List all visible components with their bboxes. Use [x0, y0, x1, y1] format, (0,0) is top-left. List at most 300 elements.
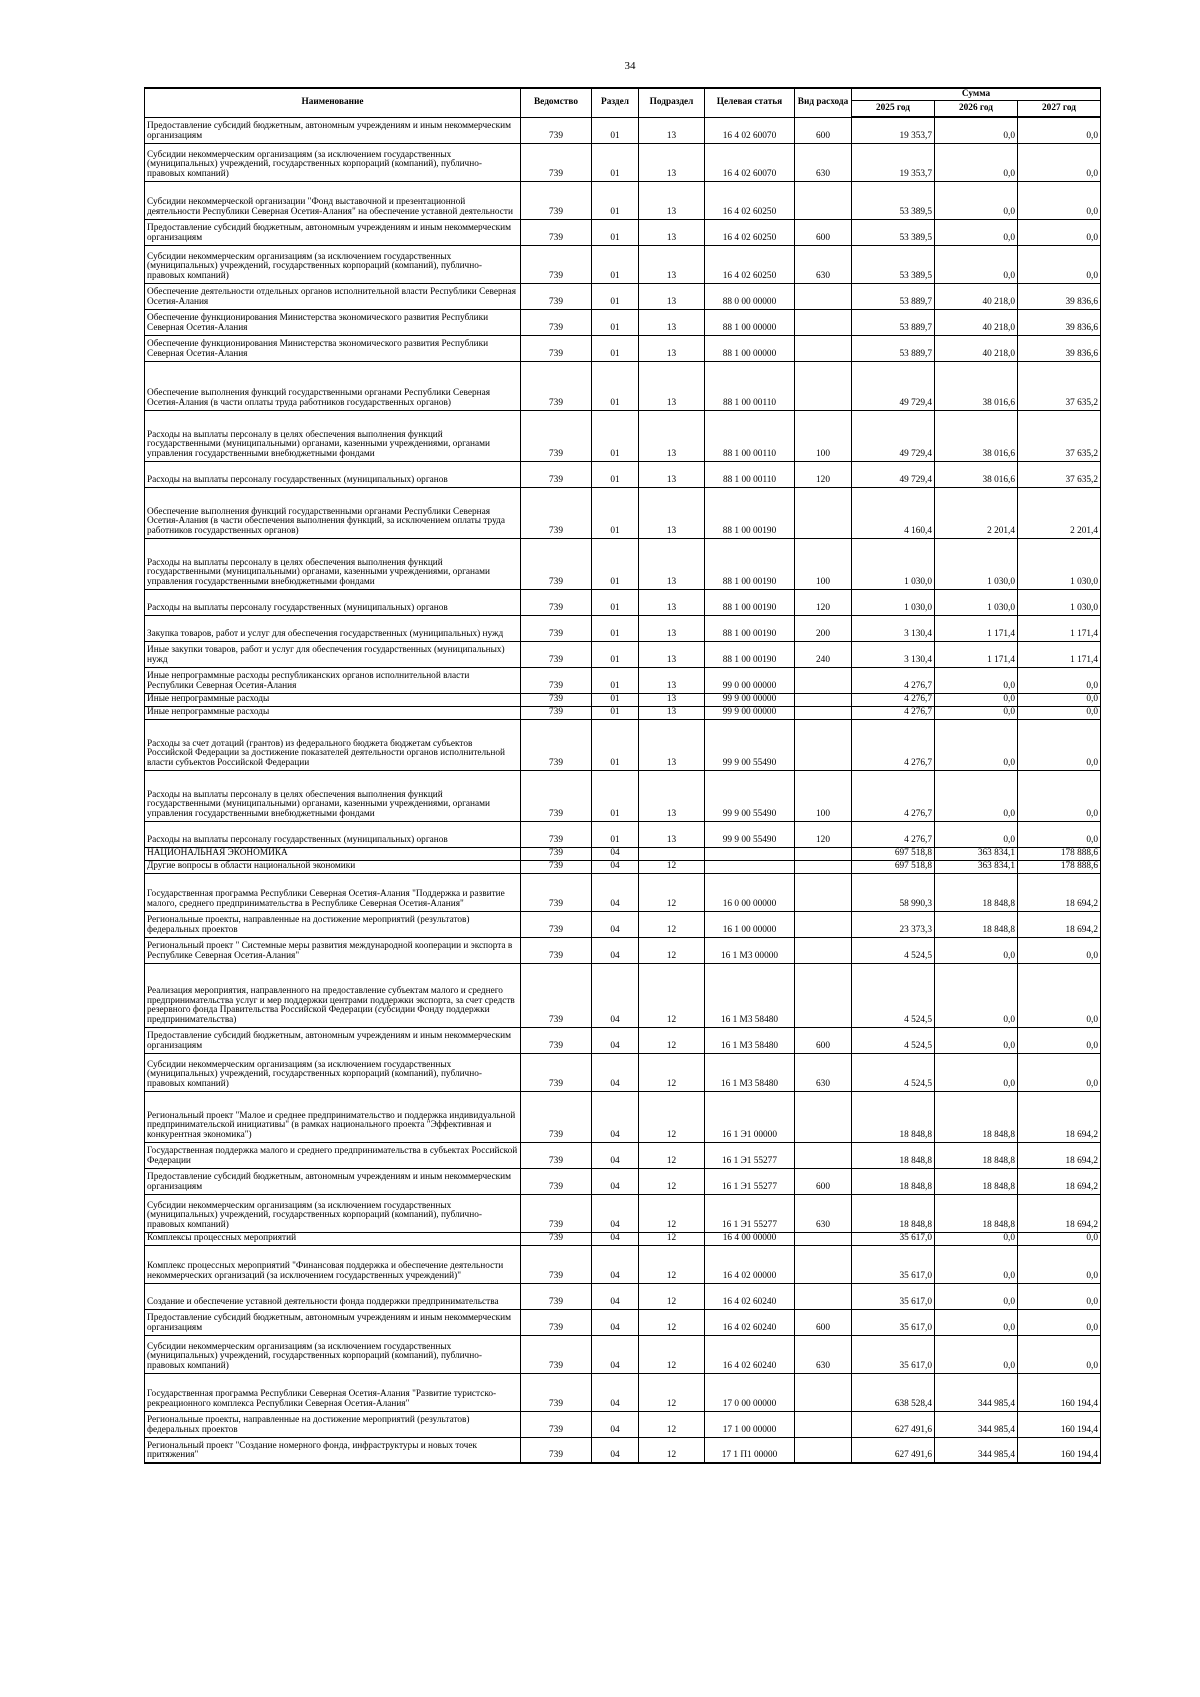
row-2026: 344 985,4 — [935, 1437, 1018, 1463]
row-name: Предоставление субсидий бюджетным, автономным учреждениям и иным некоммерческим организациям — [145, 219, 521, 245]
table-row — [145, 1245, 1101, 1283]
row-2026: 40 218,0 — [935, 335, 1018, 361]
row-type: 200 — [795, 615, 852, 641]
row-2027: 0,0 — [1018, 1335, 1101, 1373]
row-subsection: 13 — [639, 361, 705, 410]
row-section: 01 — [592, 181, 639, 219]
table-row — [145, 461, 1101, 487]
row-2027: 0,0 — [1018, 1027, 1101, 1053]
row-2026: 344 985,4 — [935, 1411, 1018, 1437]
row-name: Иные закупки товаров, работ и услуг для обеспечения государственных (муниципальных) нужд — [145, 641, 521, 667]
row-2025: 1 030,0 — [852, 589, 935, 615]
row-2027: 1 171,4 — [1018, 641, 1101, 667]
row-2027: 0,0 — [1018, 693, 1101, 706]
row-name: Расходы на выплаты персоналу в целях обеспечения выполнения функций государственными (муниципальными) органами, казенными учреждениями, органами управления государственными внебюджетными фондами — [145, 770, 521, 821]
table-row — [145, 847, 1101, 860]
row-type: 600 — [795, 1027, 852, 1053]
row-name: Обеспечение функционирования Министерства экономического развития Республики Северная Осетия-Алания — [145, 335, 521, 361]
row-2026: 0,0 — [935, 1309, 1018, 1335]
row-2026: 38 016,6 — [935, 461, 1018, 487]
table-row — [145, 963, 1101, 1027]
row-2027: 0,0 — [1018, 667, 1101, 693]
row-2025: 35 617,0 — [852, 1283, 935, 1309]
row-section: 01 — [592, 589, 639, 615]
row-type: 120 — [795, 589, 852, 615]
row-subsection: 13 — [639, 461, 705, 487]
row-2025: 49 729,4 — [852, 361, 935, 410]
row-2027: 0,0 — [1018, 245, 1101, 283]
row-2025: 4 276,7 — [852, 770, 935, 821]
row-type — [795, 335, 852, 361]
row-section: 04 — [592, 1091, 639, 1142]
row-2025: 4 524,5 — [852, 963, 935, 1027]
table-row — [145, 309, 1101, 335]
row-dept: 739 — [521, 1335, 592, 1373]
row-2027: 0,0 — [1018, 719, 1101, 770]
row-type — [795, 181, 852, 219]
row-subsection: 13 — [639, 335, 705, 361]
row-section: 04 — [592, 1245, 639, 1283]
table-row — [145, 1437, 1101, 1463]
row-section: 01 — [592, 693, 639, 706]
table-row — [145, 1411, 1101, 1437]
row-type — [795, 1232, 852, 1245]
table-row — [145, 641, 1101, 667]
row-dept: 739 — [521, 706, 592, 719]
row-name: Региональные проекты, направленные на достижение мероприятий (результатов) федеральных проектов — [145, 911, 521, 937]
row-dept: 739 — [521, 245, 592, 283]
row-2025: 49 729,4 — [852, 461, 935, 487]
row-type: 600 — [795, 1309, 852, 1335]
row-2025: 53 389,5 — [852, 181, 935, 219]
row-2026: 0,0 — [935, 667, 1018, 693]
row-section: 04 — [592, 1053, 639, 1091]
row-2026: 18 848,8 — [935, 1194, 1018, 1232]
row-type — [795, 1245, 852, 1283]
row-2027: 0,0 — [1018, 181, 1101, 219]
row-dept: 739 — [521, 963, 592, 1027]
row-type: 600 — [795, 117, 852, 143]
row-name: Иные непрограммные расходы — [145, 693, 521, 706]
row-subsection: 13 — [639, 719, 705, 770]
row-target: 16 0 00 00000 — [705, 873, 795, 911]
row-target: 88 1 00 00190 — [705, 589, 795, 615]
row-2025: 18 848,8 — [852, 1142, 935, 1168]
row-2026: 0,0 — [935, 706, 1018, 719]
row-section: 04 — [592, 1373, 639, 1411]
row-type — [795, 873, 852, 911]
row-2027: 0,0 — [1018, 937, 1101, 963]
row-type — [795, 706, 852, 719]
row-2026: 0,0 — [935, 821, 1018, 847]
row-2027: 0,0 — [1018, 1245, 1101, 1283]
row-2026: 0,0 — [935, 1335, 1018, 1373]
row-2025: 4 276,7 — [852, 706, 935, 719]
row-target: 17 1 П1 00000 — [705, 1437, 795, 1463]
row-subsection: 12 — [639, 860, 705, 873]
row-subsection: 13 — [639, 538, 705, 589]
row-2026: 38 016,6 — [935, 410, 1018, 461]
row-2027: 39 836,6 — [1018, 335, 1101, 361]
row-subsection: 12 — [639, 1411, 705, 1437]
row-name: Региональный проект " Системные меры развития международной кооперации и экспорта в Республике Северная Осетия-Алания" — [145, 937, 521, 963]
row-target: 88 1 00 00110 — [705, 361, 795, 410]
row-dept: 739 — [521, 860, 592, 873]
row-dept: 739 — [521, 1437, 592, 1463]
row-section: 01 — [592, 719, 639, 770]
row-section: 04 — [592, 963, 639, 1027]
table-row — [145, 1373, 1101, 1411]
table-row — [145, 538, 1101, 589]
row-target: 17 1 00 00000 — [705, 1411, 795, 1437]
row-type — [795, 719, 852, 770]
row-target: 88 1 00 00000 — [705, 309, 795, 335]
header-type: Вид расхода — [795, 88, 852, 117]
row-subsection: 13 — [639, 117, 705, 143]
row-2026: 1 030,0 — [935, 589, 1018, 615]
row-2025: 4 276,7 — [852, 821, 935, 847]
row-dept: 739 — [521, 1091, 592, 1142]
row-section: 01 — [592, 283, 639, 309]
row-2027: 18 694,2 — [1018, 911, 1101, 937]
row-dept: 739 — [521, 335, 592, 361]
row-section: 01 — [592, 667, 639, 693]
row-name: Субсидии некоммерческим организациям (за исключением государственных (муниципальных) учреждений, государственных корпораций (компаний), публично-правовых компаний) — [145, 245, 521, 283]
row-subsection: 13 — [639, 706, 705, 719]
header-2026: 2026 год — [935, 101, 1018, 118]
row-target: 99 9 00 55490 — [705, 821, 795, 847]
row-target: 88 1 00 00190 — [705, 615, 795, 641]
row-dept: 739 — [521, 538, 592, 589]
row-dept: 739 — [521, 821, 592, 847]
row-2025: 23 373,3 — [852, 911, 935, 937]
row-subsection: 12 — [639, 1053, 705, 1091]
row-subsection: 12 — [639, 1283, 705, 1309]
row-type — [795, 693, 852, 706]
row-2025: 4 160,4 — [852, 487, 935, 538]
table-row — [145, 706, 1101, 719]
row-2026: 1 030,0 — [935, 538, 1018, 589]
table-row — [145, 410, 1101, 461]
row-section: 04 — [592, 1194, 639, 1232]
row-2025: 58 990,3 — [852, 873, 935, 911]
header-sum: Сумма — [852, 88, 1101, 101]
row-2027: 160 194,4 — [1018, 1411, 1101, 1437]
table-row — [145, 1027, 1101, 1053]
row-2027: 178 888,6 — [1018, 860, 1101, 873]
row-type — [795, 911, 852, 937]
row-2026: 40 218,0 — [935, 309, 1018, 335]
row-2027: 178 888,6 — [1018, 847, 1101, 860]
row-target: 99 9 00 00000 — [705, 693, 795, 706]
row-name: Субсидии некоммерческим организациям (за исключением государственных (муниципальных) учреждений, государственных корпораций (компаний), публично-правовых компаний) — [145, 143, 521, 181]
row-name: Комплексы процессных мероприятий — [145, 1232, 521, 1245]
row-subsection: 12 — [639, 873, 705, 911]
row-name: Обеспечение деятельности отдельных органов исполнительной власти Республики Северная Осетия-Алания — [145, 283, 521, 309]
row-target: 88 1 00 00190 — [705, 641, 795, 667]
row-section: 01 — [592, 487, 639, 538]
row-2027: 18 694,2 — [1018, 873, 1101, 911]
row-2027: 1 171,4 — [1018, 615, 1101, 641]
row-dept: 739 — [521, 589, 592, 615]
row-section: 04 — [592, 911, 639, 937]
row-type — [795, 667, 852, 693]
row-name: Предоставление субсидий бюджетным, автономным учреждениям и иным некоммерческим организациям — [145, 1027, 521, 1053]
row-2026: 0,0 — [935, 219, 1018, 245]
row-dept: 739 — [521, 641, 592, 667]
row-2026: 1 171,4 — [935, 615, 1018, 641]
row-section: 01 — [592, 706, 639, 719]
row-name: Расходы на выплаты персоналу в целях обеспечения выполнения функций государственными (муниципальными) органами, казенными учреждениями, органами управления государственными внебюджетными фондами — [145, 538, 521, 589]
row-2025: 4 276,7 — [852, 693, 935, 706]
row-target: 88 1 00 00190 — [705, 487, 795, 538]
row-target: 16 4 02 60240 — [705, 1283, 795, 1309]
row-subsection: 12 — [639, 937, 705, 963]
row-2027: 18 694,2 — [1018, 1194, 1101, 1232]
row-dept: 739 — [521, 309, 592, 335]
row-subsection — [639, 847, 705, 860]
row-section: 01 — [592, 821, 639, 847]
row-name: Субсидии некоммерческим организациям (за исключением государственных (муниципальных) учреждений, государственных корпораций (компаний), публично-правовых компаний) — [145, 1335, 521, 1373]
row-target: 16 4 02 00000 — [705, 1245, 795, 1283]
row-name: Расходы на выплаты персоналу государственных (муниципальных) органов — [145, 589, 521, 615]
row-name: Государственная программа Республики Северная Осетия-Алания "Развитие туристско-рекреационного комплекса Республики Северная Осетия-Алания" — [145, 1373, 521, 1411]
row-type — [795, 487, 852, 538]
page-number: 34 — [624, 60, 636, 72]
row-target: 99 9 00 55490 — [705, 770, 795, 821]
row-name: Иные непрограммные расходы — [145, 706, 521, 719]
row-2027: 0,0 — [1018, 1232, 1101, 1245]
row-subsection: 12 — [639, 1245, 705, 1283]
row-target: 88 1 00 00000 — [705, 335, 795, 361]
row-2027: 18 694,2 — [1018, 1142, 1101, 1168]
row-section: 01 — [592, 245, 639, 283]
row-type: 630 — [795, 1335, 852, 1373]
row-type — [795, 1437, 852, 1463]
header-section: Раздел — [592, 88, 639, 117]
row-section: 04 — [592, 1142, 639, 1168]
table-row — [145, 860, 1101, 873]
row-name: НАЦИОНАЛЬНАЯ ЭКОНОМИКА — [145, 847, 521, 860]
table-row — [145, 873, 1101, 911]
table-row — [145, 1142, 1101, 1168]
row-subsection: 13 — [639, 615, 705, 641]
row-subsection: 13 — [639, 770, 705, 821]
row-subsection: 13 — [639, 143, 705, 181]
header-2025: 2025 год — [852, 101, 935, 118]
header-name: Наименование — [145, 88, 521, 117]
row-subsection: 12 — [639, 1335, 705, 1373]
row-subsection: 13 — [639, 667, 705, 693]
row-2026: 363 834,1 — [935, 847, 1018, 860]
row-dept: 739 — [521, 1053, 592, 1091]
row-dept: 739 — [521, 1373, 592, 1411]
row-target: 16 4 00 00000 — [705, 1232, 795, 1245]
row-subsection: 13 — [639, 487, 705, 538]
row-target: 99 9 00 00000 — [705, 706, 795, 719]
row-section: 01 — [592, 309, 639, 335]
row-type: 100 — [795, 770, 852, 821]
row-dept: 739 — [521, 1168, 592, 1194]
row-type — [795, 1283, 852, 1309]
row-subsection: 13 — [639, 283, 705, 309]
row-2025: 19 353,7 — [852, 143, 935, 181]
row-section: 01 — [592, 770, 639, 821]
row-subsection: 13 — [639, 410, 705, 461]
row-2025: 18 848,8 — [852, 1091, 935, 1142]
table-row — [145, 1309, 1101, 1335]
row-2025: 53 889,7 — [852, 335, 935, 361]
table-row — [145, 1091, 1101, 1142]
row-target: 16 4 02 60240 — [705, 1335, 795, 1373]
row-section: 04 — [592, 937, 639, 963]
row-dept: 739 — [521, 667, 592, 693]
table-row — [145, 181, 1101, 219]
row-section: 01 — [592, 117, 639, 143]
row-subsection: 12 — [639, 963, 705, 1027]
row-type — [795, 847, 852, 860]
row-target: 16 1 М3 58480 — [705, 1027, 795, 1053]
row-section: 01 — [592, 335, 639, 361]
table-row — [145, 719, 1101, 770]
table-row — [145, 219, 1101, 245]
row-2026: 18 848,8 — [935, 1142, 1018, 1168]
row-dept: 739 — [521, 1283, 592, 1309]
header-2027: 2027 год — [1018, 101, 1101, 118]
row-2026: 0,0 — [935, 1283, 1018, 1309]
row-section: 01 — [592, 461, 639, 487]
row-type — [795, 860, 852, 873]
row-dept: 739 — [521, 461, 592, 487]
row-dept: 739 — [521, 219, 592, 245]
row-dept: 739 — [521, 143, 592, 181]
table-row — [145, 143, 1101, 181]
row-dept: 739 — [521, 283, 592, 309]
row-2025: 18 848,8 — [852, 1194, 935, 1232]
row-2027: 18 694,2 — [1018, 1168, 1101, 1194]
row-subsection: 13 — [639, 641, 705, 667]
row-section: 04 — [592, 847, 639, 860]
row-subsection: 13 — [639, 245, 705, 283]
row-2025: 35 617,0 — [852, 1245, 935, 1283]
row-type: 630 — [795, 1194, 852, 1232]
row-dept: 739 — [521, 487, 592, 538]
table-row — [145, 911, 1101, 937]
row-target: 99 9 00 55490 — [705, 719, 795, 770]
row-subsection: 12 — [639, 1142, 705, 1168]
row-type — [795, 963, 852, 1027]
row-2026: 0,0 — [935, 719, 1018, 770]
row-2025: 3 130,4 — [852, 615, 935, 641]
row-section: 01 — [592, 143, 639, 181]
row-2027: 0,0 — [1018, 117, 1101, 143]
row-2026: 18 848,8 — [935, 1168, 1018, 1194]
row-name: Расходы на выплаты персоналу государственных (муниципальных) органов — [145, 461, 521, 487]
row-name: Региональные проекты, направленные на достижение мероприятий (результатов) федеральных проектов — [145, 1411, 521, 1437]
row-subsection: 13 — [639, 181, 705, 219]
row-section: 04 — [592, 873, 639, 911]
row-2027: 0,0 — [1018, 1053, 1101, 1091]
row-type: 630 — [795, 245, 852, 283]
table-row — [145, 283, 1101, 309]
table-row — [145, 361, 1101, 410]
row-subsection: 13 — [639, 309, 705, 335]
row-type: 600 — [795, 1168, 852, 1194]
row-2026: 0,0 — [935, 1053, 1018, 1091]
row-subsection: 13 — [639, 219, 705, 245]
row-name: Государственная поддержка малого и среднего предпринимательства в субъектах Российской Федерации — [145, 1142, 521, 1168]
row-target: 16 4 02 60250 — [705, 181, 795, 219]
row-dept: 739 — [521, 1309, 592, 1335]
table-row — [145, 487, 1101, 538]
row-2027: 37 635,2 — [1018, 461, 1101, 487]
row-target: 88 1 00 00110 — [705, 461, 795, 487]
row-target: 16 1 Э1 55277 — [705, 1168, 795, 1194]
row-dept: 739 — [521, 1232, 592, 1245]
row-2026: 2 201,4 — [935, 487, 1018, 538]
table-row — [145, 1053, 1101, 1091]
row-name: Расходы на выплаты персоналу в целях обеспечения выполнения функций государственными (муниципальными) органами, казенными учреждениями, органами управления государственными внебюджетными фондами — [145, 410, 521, 461]
row-2025: 4 524,5 — [852, 1027, 935, 1053]
row-name: Субсидии некоммерческой организации "Фонд выставочной и презентационной деятельности Республики Северная Осетия-Алания" на обеспечение уставной деятельности — [145, 181, 521, 219]
row-2026: 0,0 — [935, 1245, 1018, 1283]
row-2026: 1 171,4 — [935, 641, 1018, 667]
row-subsection: 12 — [639, 1194, 705, 1232]
row-dept: 739 — [521, 911, 592, 937]
row-section: 01 — [592, 538, 639, 589]
row-subsection: 12 — [639, 1437, 705, 1463]
row-section: 04 — [592, 860, 639, 873]
row-type — [795, 309, 852, 335]
row-dept: 739 — [521, 770, 592, 821]
row-subsection: 12 — [639, 1091, 705, 1142]
row-type — [795, 1091, 852, 1142]
row-type — [795, 937, 852, 963]
row-subsection: 12 — [639, 1373, 705, 1411]
row-2025: 53 889,7 — [852, 283, 935, 309]
row-2025: 19 353,7 — [852, 117, 935, 143]
row-2026: 18 848,8 — [935, 873, 1018, 911]
row-dept: 739 — [521, 719, 592, 770]
row-target: 16 1 Э1 55277 — [705, 1194, 795, 1232]
row-section: 04 — [592, 1168, 639, 1194]
row-name: Региональный проект "Создание номерного фонда, инфраструктуры и новых точек притяжения" — [145, 1437, 521, 1463]
row-2025: 638 528,4 — [852, 1373, 935, 1411]
row-2026: 0,0 — [935, 143, 1018, 181]
table-body — [145, 117, 1101, 1463]
row-subsection: 13 — [639, 693, 705, 706]
row-type — [795, 1142, 852, 1168]
row-dept: 739 — [521, 117, 592, 143]
row-type: 630 — [795, 143, 852, 181]
row-subsection: 12 — [639, 911, 705, 937]
table-header — [145, 88, 1101, 117]
row-target: 16 1 М3 00000 — [705, 937, 795, 963]
row-2026: 0,0 — [935, 937, 1018, 963]
row-2026: 0,0 — [935, 1027, 1018, 1053]
row-2027: 37 635,2 — [1018, 361, 1101, 410]
row-2027: 0,0 — [1018, 219, 1101, 245]
row-2026: 38 016,6 — [935, 361, 1018, 410]
row-2025: 49 729,4 — [852, 410, 935, 461]
row-2025: 4 524,5 — [852, 937, 935, 963]
row-type — [795, 283, 852, 309]
row-subsection: 13 — [639, 821, 705, 847]
row-target: 16 1 Э1 55277 — [705, 1142, 795, 1168]
row-2025: 4 276,7 — [852, 667, 935, 693]
row-section: 04 — [592, 1283, 639, 1309]
row-dept: 739 — [521, 1411, 592, 1437]
